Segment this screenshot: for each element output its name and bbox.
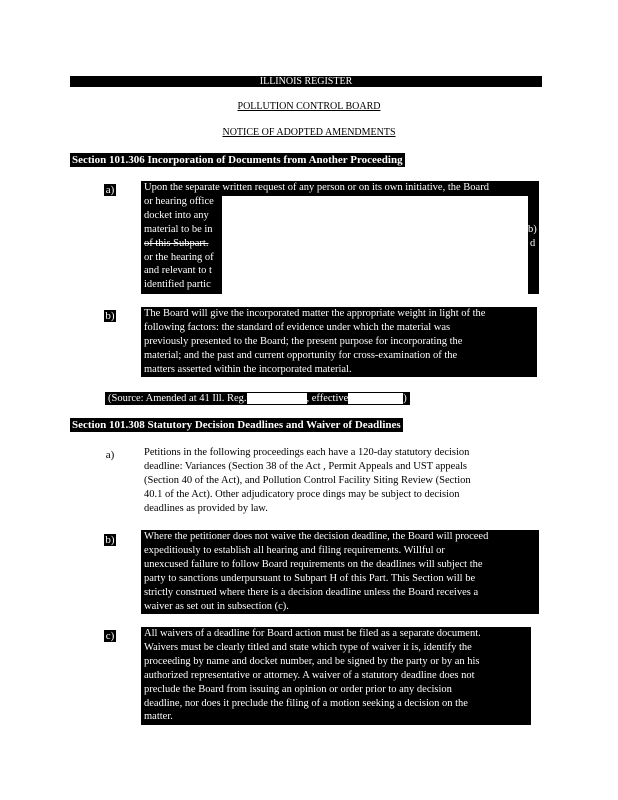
section-308-a-text: Petitions in the following proceedings each have a 120-day statutory decision deadline: Variances (Section 38 of the Act , Permit Appeals and UST appeals (Section 40 of the Act), and Pollution Control Facility Siting Review (Section 40.1 of the Act). Other adjudicatory proce dings may be subject to decision deadlines as provided by law. bbox=[144, 447, 471, 514]
section-306-a-label: a) bbox=[105, 184, 115, 196]
section-308-b-label: b) bbox=[105, 534, 115, 546]
section-308-b-text: Where the petitioner does not waive the decision deadline, the Board will proceed expeditiously to establish all hearing and filing requirements. Willful or unexcused failure to follow Board requirements on the deadlines will subject the party to sanctions underpursuant to Subpart H of this Part. This Section will be strictly construed where there is a decision deadline unless the Board receives a waiver as set out in subsection (c). bbox=[141, 530, 539, 614]
section-308-heading: Section 101.308 Statutory Decision Deadlines and Waiver of Deadlines bbox=[72, 419, 401, 431]
section-308-c-text: All waivers of a deadline for Board action must be filed as a separate document. Waivers must be clearly titled and state which type of waiver it is, identify the proceeding by name and docket number, and be signed by the party or by an his authorized representative or attorney. A waiver of a statutory deadline does not preclude the Board from issuing an opinion or order prior to any decision deadline, nor does it preclude the filing of a motion seeking a decision on the matter. bbox=[141, 627, 531, 725]
board-name: POLLUTION CONTROL BOARD bbox=[237, 101, 381, 112]
section-308-a-label: a) bbox=[105, 449, 115, 461]
section-306-a-fragment-d: d bbox=[530, 238, 536, 249]
notice-name: NOTICE OF ADOPTED AMENDMENTS bbox=[222, 127, 396, 138]
notice-title bbox=[0, 127, 618, 138]
board-title bbox=[0, 101, 618, 112]
section-306-a-text: Upon the separate written request of any person or on its own initiative, the Board or hearing office docket into any material to be in of this Subpart. or the hearing of and relevant to t identified partic bbox=[141, 181, 539, 294]
section-306-b-label: b) bbox=[105, 310, 115, 322]
section-308-c-label: c) bbox=[105, 630, 115, 642]
redaction-block bbox=[222, 196, 528, 294]
section-306-a-fragment-b: b) bbox=[528, 224, 537, 235]
source-note: (Source: Amended at 41 Ill. Reg. , effective ) bbox=[105, 392, 410, 405]
section-306-heading: Section 101.306 Incorporation of Documents from Another Proceeding bbox=[72, 154, 403, 166]
section-306-b-text: The Board will give the incorporated matter the appropriate weight in light of the following factors: the standard of evidence under which the material was previously presented to the Board; the present purpose for incorporating the material; and the past and current opportunity for cross-examination of the matters asserted within the incorporated material. bbox=[141, 307, 537, 377]
register-title: ILLINOIS REGISTER bbox=[70, 76, 542, 87]
